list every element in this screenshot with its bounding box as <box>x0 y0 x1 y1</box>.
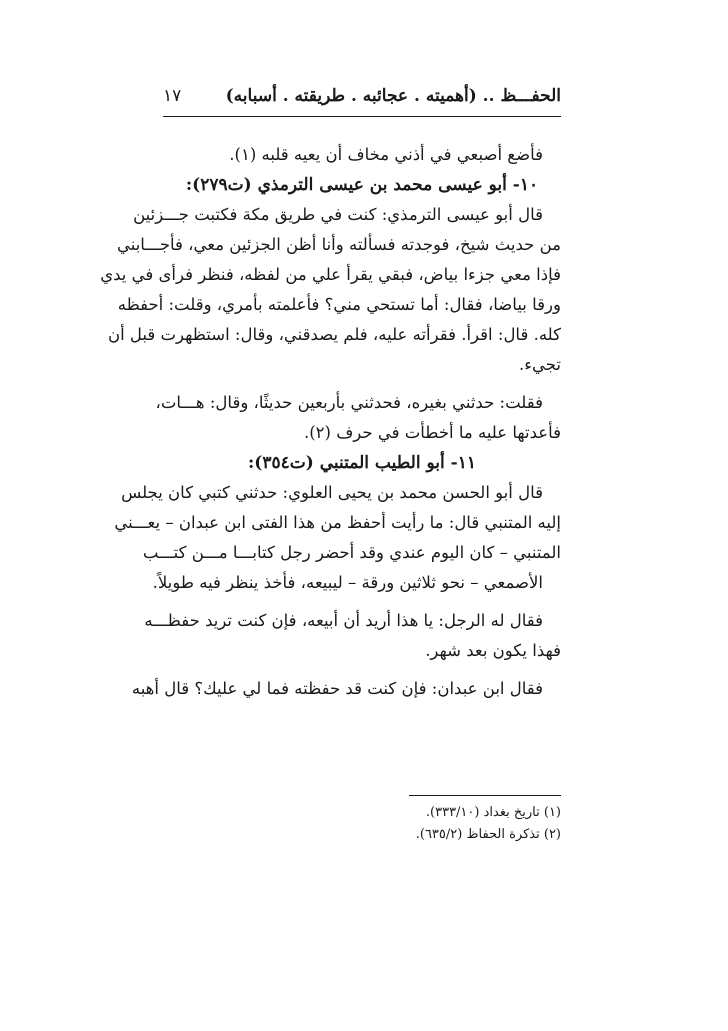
text-line: فقال له الرجل: يا هذا أريد أن أبيعه، فإن كنت تريد حفظـــه <box>144 611 543 630</box>
running-header <box>163 86 561 116</box>
text-line: المتنبي – كان اليوم عندي وقد أحضر رجل كتابـــا مـــن كتـــب <box>142 543 561 562</box>
text-line: تجيء. <box>519 355 561 374</box>
header-rule <box>163 116 561 117</box>
text-line: فإذا معي جزءا بياض، فبقي يقرأ علي من لفظه، فنظر فرأى في يدي <box>100 265 561 284</box>
text-line: فأعدتها عليه ما أخطأت في حرف (٢). <box>303 423 561 442</box>
text-line: فقال ابن عبدان: فإن كنت قد حفظته فما لي عليك؟ قال أهبه <box>131 679 543 698</box>
text-line: قال أبو الحسن محمد بن يحيى العلوي: حدثني كتبي كان يجلس <box>121 483 543 502</box>
text-line: من حديث شيخ، فوجدته فسألته وأنا أظن الجزئين معي، فأجـــابني <box>116 235 561 254</box>
page-number: ١٧ <box>163 86 182 106</box>
text-line: ورقا بياضا، فقال: أما تستحي مني؟ فأعلمته بأمري، وقلت: أحفظه <box>117 295 561 314</box>
footnote: (٢) تذكرة الحفاظ (٦٣٥/٢). <box>415 827 561 842</box>
section-heading-tirmidhi: ١٠- أبو عيسى محمد بن عيسى الترمذي (ت٢٧٩): <box>185 175 539 195</box>
text-line: فهذا يكون بعد شهر. <box>425 641 561 660</box>
text-line: كله. قال: اقرأ. فقرأته عليه، فلم يصدقني، وقال: استظهرت قبل أن <box>107 325 561 344</box>
section-heading-mutanabbi: ١١- أبو الطيب المتنبي (ت٣٥٤): <box>248 453 476 473</box>
text-line: إليه المتنبي قال: ما رأيت أحفظ من هذا الفتى ابن عبدان – يعـــني <box>114 513 561 532</box>
text-line: قال أبو عيسى الترمذي: كنت في طريق مكة فكتبت جـــزئين <box>133 205 543 224</box>
text-line: الأصمعي – نحو ثلاثين ورقة – ليبيعه، فأخذ ينظر فيه طويلاً. <box>152 573 543 592</box>
footnotes <box>163 802 561 846</box>
text-line: فقلت: حدثني بغيره، فحدثني بأربعين حديثًا، وقال: هـــات، <box>155 393 543 412</box>
running-title: الحفـــظ .. (أهميته . عجائبه . طريقته . أسبابه) <box>225 86 561 106</box>
body-text <box>100 140 561 704</box>
text-line: فأضع أصبعي في أذني مخاف أن يعيه قلبه (١). <box>229 145 543 164</box>
footnote: (١) تاريخ بغداد (٣٣٣/١٠). <box>425 805 561 820</box>
footnote-rule <box>409 795 561 796</box>
